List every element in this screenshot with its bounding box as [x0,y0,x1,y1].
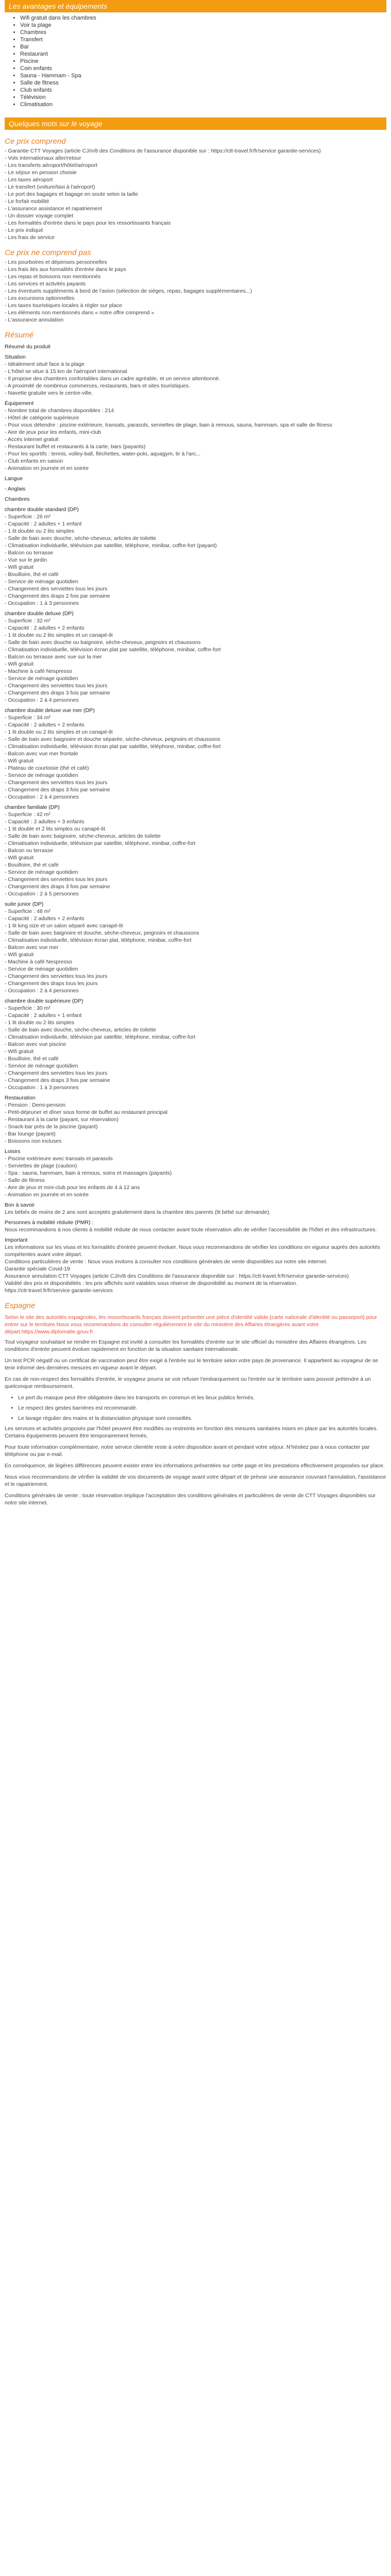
room-feature: - Service de ménage quotidien [5,772,78,778]
room-feature: - Capacité : 2 adultes + 2 enfants [5,722,85,728]
important-item: Garantie spéciale Covid-19 [5,1266,70,1272]
room-feature: - Service de ménage quotidien [5,1063,78,1069]
room-feature: - Balcon avec vue mer frontale [5,751,78,757]
advantage-item: • Wifi gratuit dans les chambres [20,14,386,22]
room-feature: - Occupation : 2 à 4 personnes [5,794,79,800]
sanitary-bullets [5,1394,386,1422]
advantage-item: • Chambres [20,29,386,36]
country-paragraph: Un test PCR négatif ou un certificat de vaccination peut être exigé à l'entrée sur le territoire selon votre pays de provenance. Il appartient au voyageur de se tenir informé des dernières mesures en vigueur avant le départ. [5,1358,379,1371]
advantage-item: • Restaurant [20,50,386,58]
room-feature: - Machine à café Nespresso [5,668,72,674]
entry-alert-line: https://www.diplomatie.gouv.fr [21,1329,93,1335]
country-paragraph: Pour toute information complémentaire, notre service clientèle reste à votre disposition avant et pendant votre séjour. N'hésitez pas à nous contacter par téléphone ou par e-mail. [5,1444,370,1458]
room-feature: - Service de ménage quotidien [5,966,78,972]
room-feature: - Climatisation individuelle, télévision écran plat par satellite, téléphone, minibar, coffre-fort [5,647,221,653]
room-feature: - Changement des draps 2 fois par semaine [5,593,110,599]
excludes-item: - L'assurance annulation [5,317,64,323]
room-feature: - Changement des draps 3 fois par semaine [5,884,110,890]
good-to-know-label: Bon à savoir [5,1202,35,1208]
excludes-item: - Les éventuels suppléments à bord de l'avion (sélection de sièges, repas, bagages supplémentaires...) [5,288,252,294]
situation-label: Situation [5,354,26,360]
room-feature: - Superficie : 32 m² [5,618,51,624]
equipment-item: - Nombre total de chambres disponibles : 214 [5,408,114,414]
important-item: Conditions particulières de vente : Nous vous invitons à consulter nos conditions générales de vente disponibles sur notre site internet. [5,1259,328,1265]
equipment-item: - Pour les sportifs : tennis, volley-ball, fléchettes, water-polo, aquagym, tir à l'arc... [5,451,201,457]
equipment-item: - Accès internet gratuit [5,436,59,443]
important-list [5,1244,386,1287]
room-features-list [5,908,386,994]
country-paragraph: En conséquence, de légères différences peuvent exister entre les informations présentées sur cette page et les prestations effectivement proposées sur place. [5,1463,385,1469]
equipment-list [5,407,386,472]
advantages-list [5,14,386,108]
room-feature: - Climatisation individuelle, télévision par satellite, téléphone, minibar, coffre-fort [5,1034,196,1040]
includes-heading: Ce prix comprend [5,137,66,146]
includes-item: - L'assurance assistance et rapatriement [5,206,102,212]
room-feature: - Machine à café Nespresso [5,959,72,965]
room-feature: - Salle de bain avec douche ou baignoire, sèche-cheveux, peignoirs et chaussons [5,639,201,646]
room-feature: - Wifi gratuit [5,1048,34,1055]
room-feature: - Balcon ou terrasse avec vue sur la mer [5,654,102,660]
room-feature: - Superficie : 42 m² [5,811,51,818]
room-feature: - Superficie : 26 m² [5,514,51,520]
equipment-item: - Restaurant buffet et restaurants à la carte, bars (payants) [5,444,145,450]
room-feature: - Occupation : 1 à 3 personnes [5,1084,79,1091]
entry-alert [5,1314,386,1335]
situation-item: - Navette gratuite vers le centre-ville. [5,390,93,396]
room-type-title: chambre familiale (DP) [5,804,60,810]
room-feature: - Superficie : 48 m² [5,908,51,914]
room-feature: - 1 lit double ou 2 lits simples et un canapé-lit [5,729,113,735]
country-paragraph: Les services et activités proposés par l'hôtel peuvent être modifiés ou restreints en fonction des mesures sanitaires mises en place par les autorités locales. Certains équipements peuvent être temporairement fermés. [5,1426,378,1439]
room-feature: - Salle de bain avec baignoire et douche séparée, sèche-cheveux, peignoirs et chaussons [5,736,220,742]
room-feature: - Occupation : 2 à 4 personnes [5,988,79,994]
room-feature: - Changement des serviettes tous les jours [5,876,108,883]
includes-item: - Le port des bagages et bagage en soute selon la taille [5,191,138,197]
situation-list [5,361,386,397]
situation-item: - L'hôtel se situe à 15 km de l'aéroport international [5,368,127,375]
excludes-item: - Les services et activités payants [5,281,86,287]
room-feature: - 1 lit double ou 2 lits simples [5,528,74,534]
includes-item: - Le séjour en pension choisie [5,170,77,176]
good-to-know-text: Les bébés de moins de 2 ans sont acceptés gratuitement dans la chambre des parents (lit bébé sur demande). [5,1209,271,1215]
room-feature: - Climatisation individuelle, télévision par satellite, téléphone, minibar, coffre-fort [5,840,196,846]
leisure-item: - Animation en journée et en soirée [5,1192,89,1198]
guarantee-link[interactable]: https://ctt-travel.fr/fr/service garantie-services [5,1287,113,1294]
room-features-list [5,513,386,607]
room-feature: - Capacité : 2 adultes + 2 enfants [5,625,85,631]
advantage-item: • Télévision [20,94,386,101]
room-features-list [5,1005,386,1091]
important-item: Validité des prix et disponibilités : les prix affichés sont valables sous réserve de disponibilité au moment de la réservation. [5,1280,298,1286]
country-paragraph: Conditions générales de vente : toute réservation implique l'acceptation des conditions générales et particulières de vente de CTT Voyages disponibles sur notre site internet. [5,1493,376,1506]
leisure-item: - Aire de jeux et mini-club pour les enfants de 4 à 12 ans [5,1184,140,1191]
room-feature: - Wifi gratuit [5,952,34,958]
room-feature: - Service de ménage quotidien [5,675,78,682]
room-type-title: chambre double deluxe vue mer (DP) [5,707,95,714]
leisure-list [5,1155,386,1198]
room-type-title: chambre double supérieure (DP) [5,998,84,1004]
includes-item: - Garantie CTT Voyages (article CJ/n/8 des Conditions de l'assurance disponible sur : https://ctt-travel.fr/fr/service garantie-services) [5,148,321,154]
summary-heading: Résumé [5,331,34,340]
room-feature: - Salle de bain avec douche, sèche-cheveux, articles de toilette [5,1027,156,1033]
equipment-item: - Aire de jeux pour les enfants, mini-club [5,429,101,435]
restaurant-item: - Restaurant à la carte (payant, sur réservation) [5,1116,119,1123]
country-paragraph: En cas de non-respect des formalités d'entrée, le voyageur pourra se voir refuser l'embarquement ou l'entrée sur le territoire sans pouvoir prétendre à un quelconque remboursement. [5,1376,371,1389]
summary-subheading: Résumé du produit [5,344,51,350]
room-type-title: chambre double deluxe (DP) [5,611,74,617]
room-feature: - Climatisation individuelle, télévision par satellite, téléphone, minibar, coffre-fort (payant) [5,543,217,549]
room-feature: - Bouilloire, thé et café [5,571,59,578]
room-feature: - Occupation : 2 à 5 personnes [5,891,79,897]
sanitary-bullet: • Le respect des gestes barrières est recommandé. [18,1404,386,1412]
room-feature: - Salle de bain avec baignoire, sèche-cheveux, articles de toilette [5,833,161,839]
leisure-label: Loisirs [5,1148,21,1155]
advantage-item: • Climatisation [20,101,386,108]
room-feature: - Bouilloire, thé et café [5,1056,59,1062]
room-feature: - Balcon ou terrasse [5,550,53,556]
advantages-section [5,0,386,108]
restaurant-item: - Bar lounge (payant) [5,1131,56,1137]
room-feature: - 1 lit double ou 2 lits simples [5,1020,74,1026]
room-feature: - Capacité : 2 adultes + 3 enfants [5,819,85,825]
advantage-item: • Piscine [20,58,386,65]
room-feature: - Changement des serviettes tous les jours [5,973,108,979]
country-paragraph: Nous vous recommandons de vérifier la validité de vos documents de voyage avant votre départ et de prévoir une assurance couvrant l'annulation, l'assistance et le rapatriement. [5,1474,386,1487]
country-paragraphs [5,1338,386,1390]
advantage-item: • Club enfants [20,87,386,94]
country-paragraphs-2 [5,1425,386,1506]
includes-item: - Le transfert (voiture/taxi à l'aéroport) [5,184,95,190]
excludes-heading: Ce prix ne comprend pas [5,248,91,257]
room-feature: - Wifi gratuit [5,855,34,861]
leisure-item: - Spa : sauna, hammam, bain à remous, soins et massages (payants) [5,1170,172,1176]
includes-item: - Les frais de service [5,234,55,241]
excludes-item: - Les taxes touristiques locales à régler sur place [5,302,122,309]
room-feature: - Capacité : 2 adultes + 1 enfant [5,521,82,527]
room-feature: - Salle de bain avec baignoire et douche, sèche-cheveux, peignoirs et chaussons [5,930,200,936]
pmr-text: Nous recommandons à nos clients à mobilité réduite de nous contacter avant toute réservation afin de vérifier l'accessibilité de l'hôtel et des infrastructures. [5,1227,377,1233]
room-feature: - Wifi gratuit [5,661,34,667]
equipment-label: Équipement [5,400,34,406]
room-feature: - Plateau de courtoisie (thé et café) [5,765,89,771]
equipment-item: - Pour vous détendre : piscine extérieure, transats, parasols, serviettes de plage, bain à remous, sauna, hammam, spa et salle de fitness [5,422,332,428]
excludes-item: - Les éléments non mentionnés dans « notre offre comprend » [5,310,154,316]
room-feature: - Changement des serviettes tous les jours [5,586,108,592]
language-value: - Anglais [5,486,26,492]
room-feature: - Balcon avec vue piscine [5,1041,67,1047]
advantage-item: • Transfert [20,36,386,43]
advantage-item: • Coin enfants [20,65,386,72]
restaurant-item: - Snack-bar près de la piscine (payant) [5,1124,98,1130]
room-feature: - Balcon avec vue mer [5,944,59,951]
room-feature: - Superficie : 30 m² [5,1005,51,1011]
room-feature: - Wifi gratuit [5,758,34,764]
advantage-item: • Bar [20,43,386,50]
room-feature: - Changement des draps 3 fois par semaine [5,1077,110,1083]
restaurant-label: Restauration [5,1095,36,1101]
advantage-item: • Voir la plage [20,22,386,29]
excludes-item: - Les pourboires et dépenses personnelles [5,259,107,265]
excludes-item: - Les frais liés aux formalités d'entrée dans le pays [5,266,126,273]
restaurant-item: - Pension : Demi-pension [5,1102,66,1108]
leisure-item: - Salle de fitness [5,1177,45,1183]
room-feature: - Climatisation individuelle, télévision écran plat par satellite, téléphone, minibar, coffre-fort [5,743,221,750]
room-feature: - 1 lit double ou 2 lits simples et un canapé-lit [5,632,113,638]
pmr-label: Personnes à mobilité réduite (PMR) : [5,1219,94,1226]
room-feature: - Bouilloire, thé et café [5,862,59,868]
entry-alert-line: Nous vous recommandons de consulter régulièrement le site du ministère des Affaires étrangères avant votre départ. [5,1321,319,1335]
room-feature: - Vue sur le jardin [5,557,47,563]
country-heading: Espagne [5,1301,36,1310]
room-feature: - Changement des draps tous les jours [5,980,98,987]
room-feature: - Changement des serviettes tous les jours [5,1070,108,1076]
room-type-title: suite junior (DP) [5,901,44,907]
includes-list [5,147,386,241]
room-feature: - Balcon ou terrasse [5,848,53,854]
equipment-item: - Club enfants en saison [5,458,63,464]
includes-item: - Le prix indiqué [5,227,43,233]
situation-item: - Idéalement situé face à la plage [5,361,85,367]
advantage-item: • Salle de fitness [20,79,386,87]
room-type-title: chambre double standard (DP) [5,506,79,513]
includes-item: - Le forfait mobilité [5,198,50,205]
room-feature: - Changement des serviettes tous les jours [5,779,108,786]
leisure-item: - Serviettes de plage (caution) [5,1163,77,1169]
includes-item: - Les taxes aéroport [5,177,53,183]
excludes-item: - Les repas et boissons non mentionnés [5,274,101,280]
room-feature: - 1 lit double et 2 lits simples ou canapé-lit [5,826,105,832]
leisure-item: - Piscine extérieure avec transats et parasols [5,1156,113,1162]
room-feature: - Changement des serviettes tous les jours [5,683,108,689]
language-label: Langue [5,476,23,482]
room-feature: - Climatisation individuelle, télévision écran plat, téléphone, minibar, coffre-fort [5,937,192,943]
room-feature: - 1 lit king size et un salon séparé avec canapé-lit [5,923,123,929]
situation-item: - Il propose des chambres confortables dans un cadre agréable, et un service attentionné. [5,376,220,382]
important-label: Important [5,1237,28,1243]
restaurant-item: - Petit-déjeuner et dîner sous forme de buffet au restaurant principal [5,1109,168,1115]
sanitary-bullet: • Le port du masque peut être obligatoire dans les transports en commun et les lieux publics fermés. [18,1394,386,1401]
room-feature: - Superficie : 34 m² [5,715,51,721]
advantage-item: • Sauna - Hammam - Spa [20,72,386,79]
includes-item: - Un dossier voyage complet [5,213,74,219]
equipment-item: - Animation en journée et en soirée [5,465,89,471]
room-feature: - Occupation : 1 à 3 personnes [5,600,79,606]
room-feature: - Service de ménage quotidien [5,869,78,875]
room-feature: - Service de ménage quotidien [5,579,78,585]
trip-summary-title: Quelques mots sur le voyage [5,117,386,130]
room-feature: - Occupation : 2 à 4 personnes [5,697,79,703]
room-features-list [5,811,386,897]
room-features-list [5,714,386,801]
includes-item: - Les transferts aéroport/hôtel/aéroport [5,162,97,168]
rooms-label: Chambres [5,496,30,502]
country-paragraph: Tout voyageur souhaitant se rendre en Espagne est invité à consulter les formalités d'entrée sur le site officiel du ministère des Affaires étrangères. Les conditions d'entrée peuvent évoluer rapidement en fonction de la situation sanitaire internationale. [5,1339,367,1352]
restaurant-list [5,1101,386,1145]
excludes-item: - Les excursions optionnelles [5,295,75,301]
excludes-list [5,259,386,324]
important-item: Assurance annulation CTT Voyages (article CJ/n/8 des Conditions de l'assurance disponible sur : https://ctt-travel.fr/fr/service garantie-services) [5,1273,349,1279]
important-item: Les informations sur les visas et les formalités d'entrée peuvent évoluer. Nous vous recommandons de vérifier les conditions en vigueur auprès des autorités compétentes avant votre départ. [5,1244,381,1258]
room-feature: - Wifi gratuit [5,564,34,570]
entry-alert-line: Selon le site des autorités espagnoles, les ressortissants français doivent présenter une pièce d'identité valide (carte nationale d'identité ou passeport) pour entrer sur le territoire. [5,1314,377,1328]
room-feature: - Capacité : 2 adultes + 1 enfant [5,1012,82,1019]
room-feature: - Salle de bain avec douche, sèche-cheveux, articles de toilette [5,535,156,541]
room-feature: - Changement des draps 3 fois par semaine [5,787,110,793]
room-feature: - Changement des draps 3 fois par semaine [5,690,110,696]
room-feature: - Capacité : 2 adultes + 2 enfants [5,916,85,922]
equipment-item: - Hôtel de catégorie supérieure [5,415,79,421]
sanitary-bullet: • Le lavage régulier des mains et la distanciation physique sont conseillés. [18,1415,386,1422]
situation-item: - A proximité de nombreux commerces, restaurants, bars et sites touristiques. [5,383,190,389]
includes-item: - Les formalités d'entrée dans le pays pour les ressortissants français [5,220,171,226]
restaurant-item: - Boissons non incluses [5,1138,62,1144]
includes-item: - Vols internationaux aller/retour [5,155,82,161]
room-features-list [5,617,386,704]
advantages-title: Les avantages et équipements [5,0,386,12]
